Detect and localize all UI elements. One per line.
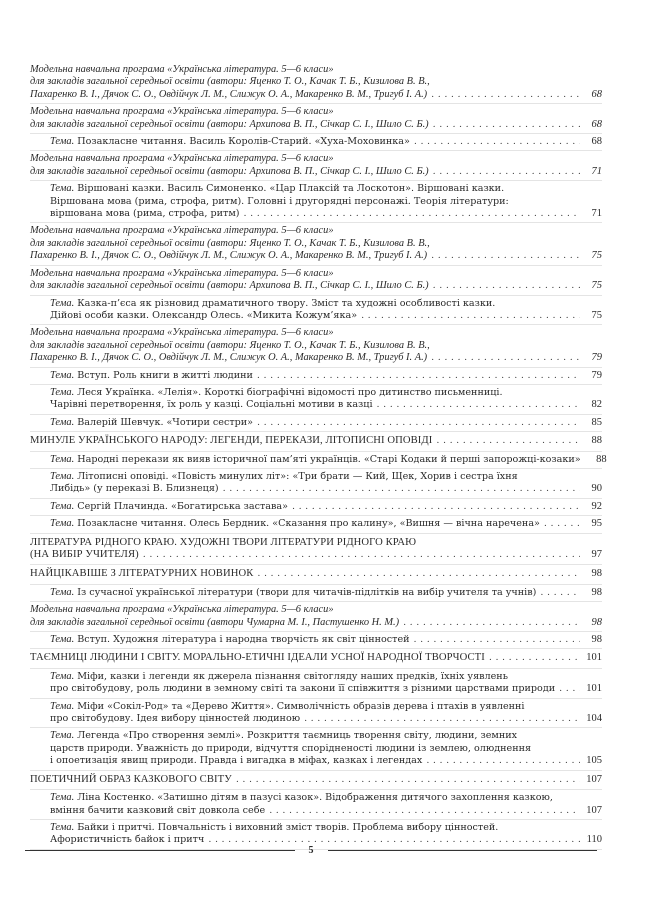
- toc-line: [50, 417, 602, 429]
- toc-line: [30, 268, 602, 280]
- toc-line: [30, 166, 602, 178]
- toc-topic: [30, 368, 602, 385]
- topic-label: Тема.: [50, 792, 75, 804]
- entry-text: Пахаренко В. І., Дячок С. О., Овдійчук Л. М., Слижук О. А., Макаренко В. М., Тригуб І. А.): [30, 250, 428, 262]
- page-ref: 98: [591, 634, 602, 646]
- page-ref: 95: [591, 518, 602, 530]
- entry-text: Легенда «Про створення землі». Розкриття таємниць творення світу, людини, земних: [74, 730, 518, 742]
- topic-label: Тема.: [50, 453, 75, 465]
- entry-text: Позакласне читання. Василь Королів-Старий. «Хуха-Моховинка»: [74, 136, 410, 148]
- toc-topic: [30, 134, 602, 151]
- topic-label: Тема.: [50, 500, 75, 512]
- topic-label: Тема.: [50, 386, 75, 398]
- entry-text: МИНУЛЕ УКРАЇНСЬКОГО НАРОДУ: ЛЕГЕНДИ, ПЕРЕКАЗИ, ЛІТОПИСНІ ОПОВІДІ: [30, 435, 433, 447]
- toc-topic: [30, 728, 602, 770]
- toc-line: [50, 310, 602, 322]
- toc-section: [30, 432, 602, 451]
- toc-line: [30, 153, 602, 165]
- toc-line: [50, 387, 602, 399]
- toc-line: [30, 774, 602, 786]
- toc-line: [50, 399, 602, 411]
- page-ref: 79: [591, 352, 602, 364]
- dot-leader: [431, 89, 580, 101]
- entry-text: ПОЕТИЧНИЙ ОБРАЗ КАЗКОВОГО СВІТУ: [30, 773, 232, 785]
- toc-line: [50, 518, 602, 530]
- page-ref: 97: [591, 549, 602, 560]
- toc-section: [30, 534, 602, 566]
- dot-leader: [257, 417, 580, 429]
- toc-topic: [30, 452, 607, 469]
- toc-line: [50, 701, 602, 713]
- toc-line: [50, 713, 602, 725]
- page-ref: 101: [586, 683, 602, 695]
- entry-text: Із сучасної української літератури (твори для читачів-підлітків на вибір учителя та учнів): [74, 586, 537, 598]
- toc-topic: [30, 669, 602, 699]
- page-ref: 75: [591, 309, 602, 321]
- entry-text: Народні перекази як вияв історичної пам’яті українців. «Старі Кодаки й перші запорожці-козаки»: [74, 453, 581, 465]
- toc-line: [30, 64, 602, 76]
- toc-topic: [30, 516, 602, 533]
- page-ref: 107: [586, 804, 602, 816]
- footer-rule-right: [328, 850, 598, 851]
- page-ref: 105: [586, 755, 602, 767]
- topic-label: Тема.: [50, 586, 75, 598]
- toc-line: [50, 483, 602, 495]
- page-ref: 90: [591, 483, 602, 495]
- topic-label: Тема.: [50, 700, 75, 712]
- toc-line: [50, 730, 602, 742]
- page-number: 5: [308, 845, 314, 856]
- toc-line: [50, 755, 602, 767]
- toc-topic: [30, 499, 602, 516]
- entry-text: Сергій Плачинда. «Богатирська застава»: [74, 500, 288, 512]
- entry-text: Либідь» (у переказі В. Близнеця): [50, 483, 219, 495]
- toc-section: [30, 565, 602, 584]
- entry-text: ТАЄМНИЦІ ЛЮДИНИ І СВІТУ. МОРАЛЬНО-ЕТИЧНІ ІДЕАЛИ УСНОЇ НАРОДНОЇ ТВОРЧОСТІ: [30, 652, 485, 664]
- entry-text: Міфи, казки і легенди як джерела пізнання світогляду наших предків, їхніх уявлень: [74, 670, 508, 682]
- entry-text: Чарівні перетворення, їх роль у казці. Соціальні мотиви в казці: [50, 399, 373, 411]
- page-ref: 68: [591, 136, 602, 148]
- entry-text: Модельна навчальна програма «Українська література. 5—6 класи»: [30, 106, 334, 118]
- topic-label: Тема.: [50, 416, 75, 428]
- page-ref: 68: [591, 88, 602, 100]
- toc-section: [30, 649, 602, 668]
- dot-leader: [257, 370, 580, 382]
- topic-label: Тема.: [50, 730, 75, 742]
- toc-line: [30, 106, 602, 118]
- toc-line: [30, 435, 602, 447]
- entry-text: для закладів загальної середньої освіти (автори: Архипова В. П., Січкар С. І., Шило С. Б.): [30, 280, 429, 292]
- topic-label: Тема.: [50, 136, 75, 148]
- toc-line: [30, 119, 602, 131]
- page-ref: 88: [591, 435, 602, 447]
- dot-leader: [559, 683, 580, 695]
- topic-label: Тема.: [50, 821, 75, 833]
- topic-label: Тема.: [50, 183, 75, 195]
- footer-rule-left: [25, 850, 295, 851]
- toc-program: [30, 325, 602, 367]
- page-ref: 98: [591, 568, 602, 580]
- entry-text: царств природи. Уважність до природи, відчуття спорідненості людини із землею, олюднення: [50, 742, 532, 754]
- toc-topic: [30, 699, 602, 729]
- page-ref: 92: [591, 500, 602, 512]
- table-of-contents: [30, 62, 607, 850]
- toc-program: [30, 602, 602, 632]
- toc-topic: [30, 632, 602, 649]
- toc-line: [50, 792, 602, 804]
- toc-line: [30, 89, 602, 101]
- page-ref: 101: [586, 652, 602, 664]
- page-ref: 85: [591, 416, 602, 428]
- toc-program: [30, 266, 602, 296]
- toc-line: [50, 743, 602, 755]
- topic-label: Тема.: [50, 369, 75, 381]
- entry-text: Модельна навчальна програма «Українська література. 5—6 класи»: [30, 153, 334, 165]
- dot-leader: [540, 587, 580, 599]
- page-ref: 104: [586, 713, 602, 725]
- dot-leader: [269, 805, 580, 817]
- entry-text: Валерій Шевчук. «Чотири сестри»: [74, 416, 254, 428]
- dot-leader: [431, 352, 580, 364]
- dot-leader: [304, 713, 580, 725]
- toc-line: [30, 568, 602, 580]
- entry-text: Віршовані казки. Василь Симоненко. «Цар Плаксій та Лоскотон». Віршовані казки.: [74, 183, 505, 195]
- page-ref: 71: [591, 208, 602, 220]
- entry-text: Пахаренко В. І., Дячок С. О., Овдійчук Л. М., Слижук О. А., Макаренко В. М., Тригуб І. А.): [30, 352, 428, 364]
- dot-leader: [223, 483, 580, 495]
- toc-line: [50, 501, 602, 513]
- entry-text: для закладів загальної середньої освіти (автори: Архипова В. П., Січкар С. І., Шило С. Б.): [30, 118, 429, 130]
- toc-topic: [30, 415, 602, 432]
- entry-text: Вступ. Роль книги в житті людини: [74, 369, 253, 381]
- entry-text: Казка-п’єса як різновид драматичного твору. Зміст та художні особливості казки.: [74, 297, 496, 309]
- toc-line: [50, 471, 602, 483]
- toc-program: [30, 151, 602, 181]
- dot-leader: [414, 136, 580, 148]
- entry-text: ЛІТЕРАТУРА РІДНОГО КРАЮ. ХУДОЖНІ ТВОРИ ЛІТЕРАТУРИ РІДНОГО КРАЮ: [30, 536, 417, 548]
- entry-text: Літописні оповіді. «Повість минулих літ»: «Три брати — Кий, Щек, Хорив і сестра їхня: [74, 470, 518, 482]
- dot-leader: [426, 755, 580, 767]
- dot-leader: [431, 250, 580, 262]
- dot-leader: [377, 399, 580, 411]
- toc-program: [30, 223, 602, 265]
- toc-line: [50, 587, 602, 599]
- page-ref: 98: [591, 586, 602, 598]
- toc-line: [50, 634, 602, 646]
- topic-label: Тема.: [50, 518, 75, 530]
- topic-label: Тема.: [50, 670, 75, 682]
- toc-line: [30, 352, 602, 364]
- toc-program: [30, 62, 602, 104]
- toc-line: [30, 76, 602, 88]
- topic-label: Тема.: [50, 297, 75, 309]
- dot-leader: [544, 518, 580, 530]
- toc-line: [50, 683, 602, 695]
- entry-text: Афористичність байок і притч: [50, 834, 205, 846]
- page-ref: 75: [591, 250, 602, 262]
- toc-line: [50, 298, 602, 310]
- entry-text: вміння бачити казковий світ довкола себе: [50, 804, 266, 816]
- page-ref: 107: [586, 773, 602, 785]
- toc-line: [50, 822, 602, 834]
- entry-text: для закладів загальної середньої освіти (автори: Яценко Т. О., Качак Т. Б., Кизилова В. В.,: [30, 76, 430, 88]
- entry-text: Вступ. Художня література і народна творчість як світ цінностей: [74, 634, 410, 646]
- toc-line: [30, 617, 602, 629]
- dot-leader: [143, 549, 580, 561]
- entry-text: Байки і притчі. Повчальність і виховний зміст творів. Проблема вибору цінностей.: [74, 821, 499, 833]
- toc-line: [50, 183, 602, 195]
- entry-text: Модельна навчальна програма «Українська література. 5—6 класи»: [30, 327, 334, 339]
- toc-line: [50, 805, 602, 817]
- entry-text: Ліна Костенко. «Затишно дітям в пазусі казок». Відображення дитячого захоплення казкою,: [74, 792, 553, 804]
- entry-text: і опоетизація явищ природи. Правда і вигадка в міфах, казках і легендах: [50, 755, 423, 767]
- entry-text: Модельна навчальна програма «Українська література. 5—6 класи»: [30, 64, 334, 75]
- toc-topic: [30, 585, 602, 602]
- entry-text: про світобудову, роль людини в земному світі та закони її співжиття з різними царствами природи: [50, 683, 556, 695]
- page-ref: 75: [591, 280, 602, 292]
- entry-text: Пахаренко В. І., Дячок С. О., Овдійчук Л. М., Слижук О. А., Макаренко В. М., Тригуб І. А.): [30, 88, 428, 100]
- toc-line: [30, 238, 602, 250]
- dot-leader: [433, 166, 580, 178]
- toc-line: [30, 327, 602, 339]
- page-ref: 68: [591, 118, 602, 130]
- page-ref: 79: [591, 369, 602, 381]
- dot-leader: [292, 501, 580, 513]
- toc-line: [30, 604, 602, 616]
- toc-line: [30, 537, 602, 549]
- page-ref: 98: [591, 616, 602, 628]
- dot-leader: [414, 634, 580, 646]
- toc-line: [30, 280, 602, 292]
- toc-line: [30, 250, 602, 262]
- dot-leader: [361, 310, 580, 322]
- toc-line: [30, 225, 602, 237]
- toc-topic: [30, 181, 602, 223]
- dot-leader: [403, 617, 580, 629]
- entry-text: Віршована мова (рима, строфа, ритм). Головні і другорядні персонажі. Теорія літератури:: [50, 195, 509, 207]
- entry-text: Позакласне читання. Олесь Бердник. «Сказання про калину», «Вишня — вічна наречена»: [74, 518, 540, 530]
- entry-text: Дійові особи казки. Олександр Олесь. «Микита Кожум’яка»: [50, 309, 358, 321]
- toc-line: [30, 340, 602, 352]
- topic-label: Тема.: [50, 470, 75, 482]
- toc-line: [50, 671, 602, 683]
- page-ref: 88: [596, 453, 607, 465]
- toc-line: [50, 196, 602, 208]
- toc-line: [30, 549, 602, 561]
- entry-text: Міфи «Сокіл-Род» та «Дерево Життя». Символічність образів дерева і птахів в уявленні: [74, 700, 525, 712]
- toc-line: [30, 652, 602, 664]
- entry-text: (НА ВИБІР УЧИТЕЛЯ): [30, 549, 139, 560]
- dot-leader: [257, 568, 580, 580]
- toc-topic: [30, 385, 602, 415]
- entry-text: для закладів загальної середньої освіти (автори: Яценко Т. О., Качак Т. Б., Кизилова В. В.,: [30, 339, 430, 351]
- entry-text: для закладів загальної середньої освіти (автори: Яценко Т. О., Качак Т. Б., Кизилова В. В.,: [30, 237, 430, 249]
- toc-section: [30, 771, 602, 790]
- toc-line: [50, 370, 602, 382]
- page-ref: 71: [591, 165, 602, 177]
- toc-program: [30, 104, 602, 134]
- entry-text: Модельна навчальна програма «Українська література. 5—6 класи»: [30, 225, 334, 237]
- toc-topic: [30, 469, 602, 499]
- entry-text: Леся Українка. «Лелія». Короткі біографічні відомості про дитинство письменниці.: [74, 386, 503, 398]
- entry-text: віршована мова (рима, строфа, ритм): [50, 208, 240, 220]
- toc-line: [50, 136, 602, 148]
- dot-leader: [236, 774, 580, 786]
- entry-text: про світобудову. Ідея вибору цінностей людиною: [50, 713, 301, 725]
- entry-text: Модельна навчальна програма «Українська література. 5—6 класи»: [30, 267, 334, 279]
- toc-topic: [30, 296, 602, 326]
- page-ref: 82: [591, 399, 602, 411]
- dot-leader: [436, 435, 580, 447]
- dot-leader: [489, 652, 580, 664]
- entry-text: для закладів загальної середньої освіти (автори: Архипова В. П., Січкар С. І., Шило С. Б.): [30, 165, 429, 177]
- toc-topic: [30, 790, 602, 820]
- toc-line: [50, 453, 607, 466]
- entry-text: Модельна навчальна програма «Українська література. 5—6 класи»: [30, 604, 334, 616]
- entry-text: для закладів загальної середньої освіти (автори Чумарна М. І., Пастушенко Н. М.): [30, 616, 400, 628]
- dot-leader: [433, 119, 580, 131]
- topic-label: Тема.: [50, 634, 75, 646]
- page-footer: [25, 845, 597, 856]
- toc-line: [50, 208, 602, 220]
- dot-leader: [244, 208, 580, 220]
- entry-text: НАЙЦІКАВІШЕ З ЛІТЕРАТУРНИХ НОВИНОК: [30, 568, 254, 580]
- page-ref: 110: [586, 834, 602, 846]
- dot-leader: [433, 280, 580, 292]
